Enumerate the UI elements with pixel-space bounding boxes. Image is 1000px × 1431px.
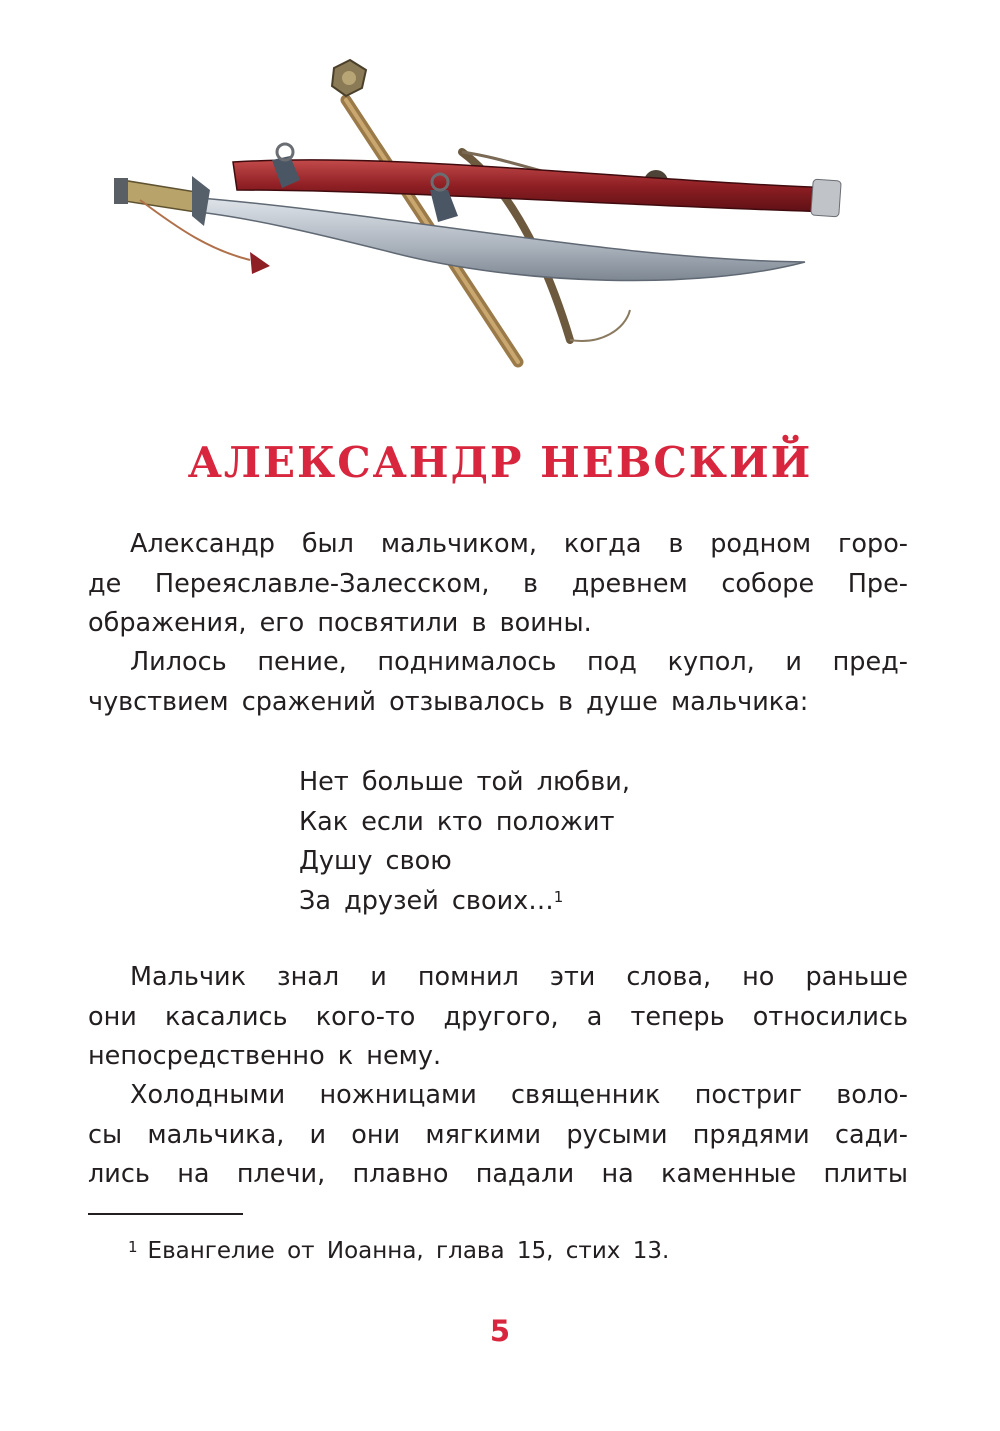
text-line: чувствием сражений отзывалось в душе мальчика: — [88, 686, 809, 717]
poem-line: Нет больше той любви, — [299, 767, 630, 797]
paragraph-3 — [88, 958, 908, 1077]
poem-line: Как если кто положит — [299, 806, 615, 837]
text-line: Лилось пение, поднималось под купол, и пред- — [130, 647, 908, 677]
page-number: 5 — [489, 1314, 511, 1348]
text-line: сы мальчика, и они мягкими русыми прядями сади- — [88, 1119, 908, 1150]
text-line: Холодными ножницами священник постриг воло- — [130, 1080, 908, 1110]
text-line: они касались кого-то другого, а теперь относились — [88, 1001, 908, 1032]
text-line: ображения, его посвятили в воины. — [88, 608, 592, 638]
chapter-title: АЛЕКСАНДР НЕВСКИЙ — [187, 438, 813, 487]
footnote-text: Евангелие от Иоанна, глава 15, стих 13. — [147, 1238, 670, 1264]
text-line: непосредственно к нему. — [88, 1041, 442, 1071]
paragraph-1 — [88, 525, 908, 644]
footnote-divider — [88, 1213, 243, 1215]
paragraph-4 — [88, 1076, 908, 1195]
poem-line — [299, 882, 630, 922]
text-line: де Переяславле-Залесском, в древнем соборе Пре- — [88, 568, 908, 599]
footnote — [128, 1238, 669, 1264]
text-line: Мальчик знал и помнил эти слова, но раньше — [130, 962, 908, 992]
footnote-mark: 1 — [128, 1238, 138, 1256]
poem-line-text: За друзей своих… — [299, 885, 554, 916]
paragraph-2 — [88, 643, 908, 722]
footnote-reference[interactable]: 1 — [553, 887, 564, 906]
poem-line: Душу свою — [299, 846, 452, 876]
text-line: Александр был мальчиком, когда в родном горо- — [130, 529, 908, 559]
poem-quote — [299, 763, 630, 921]
text-line: лись на плечи, плавно падали на каменные плиты — [88, 1159, 908, 1189]
saber-scabbard-mace-whip-icon — [100, 40, 860, 380]
